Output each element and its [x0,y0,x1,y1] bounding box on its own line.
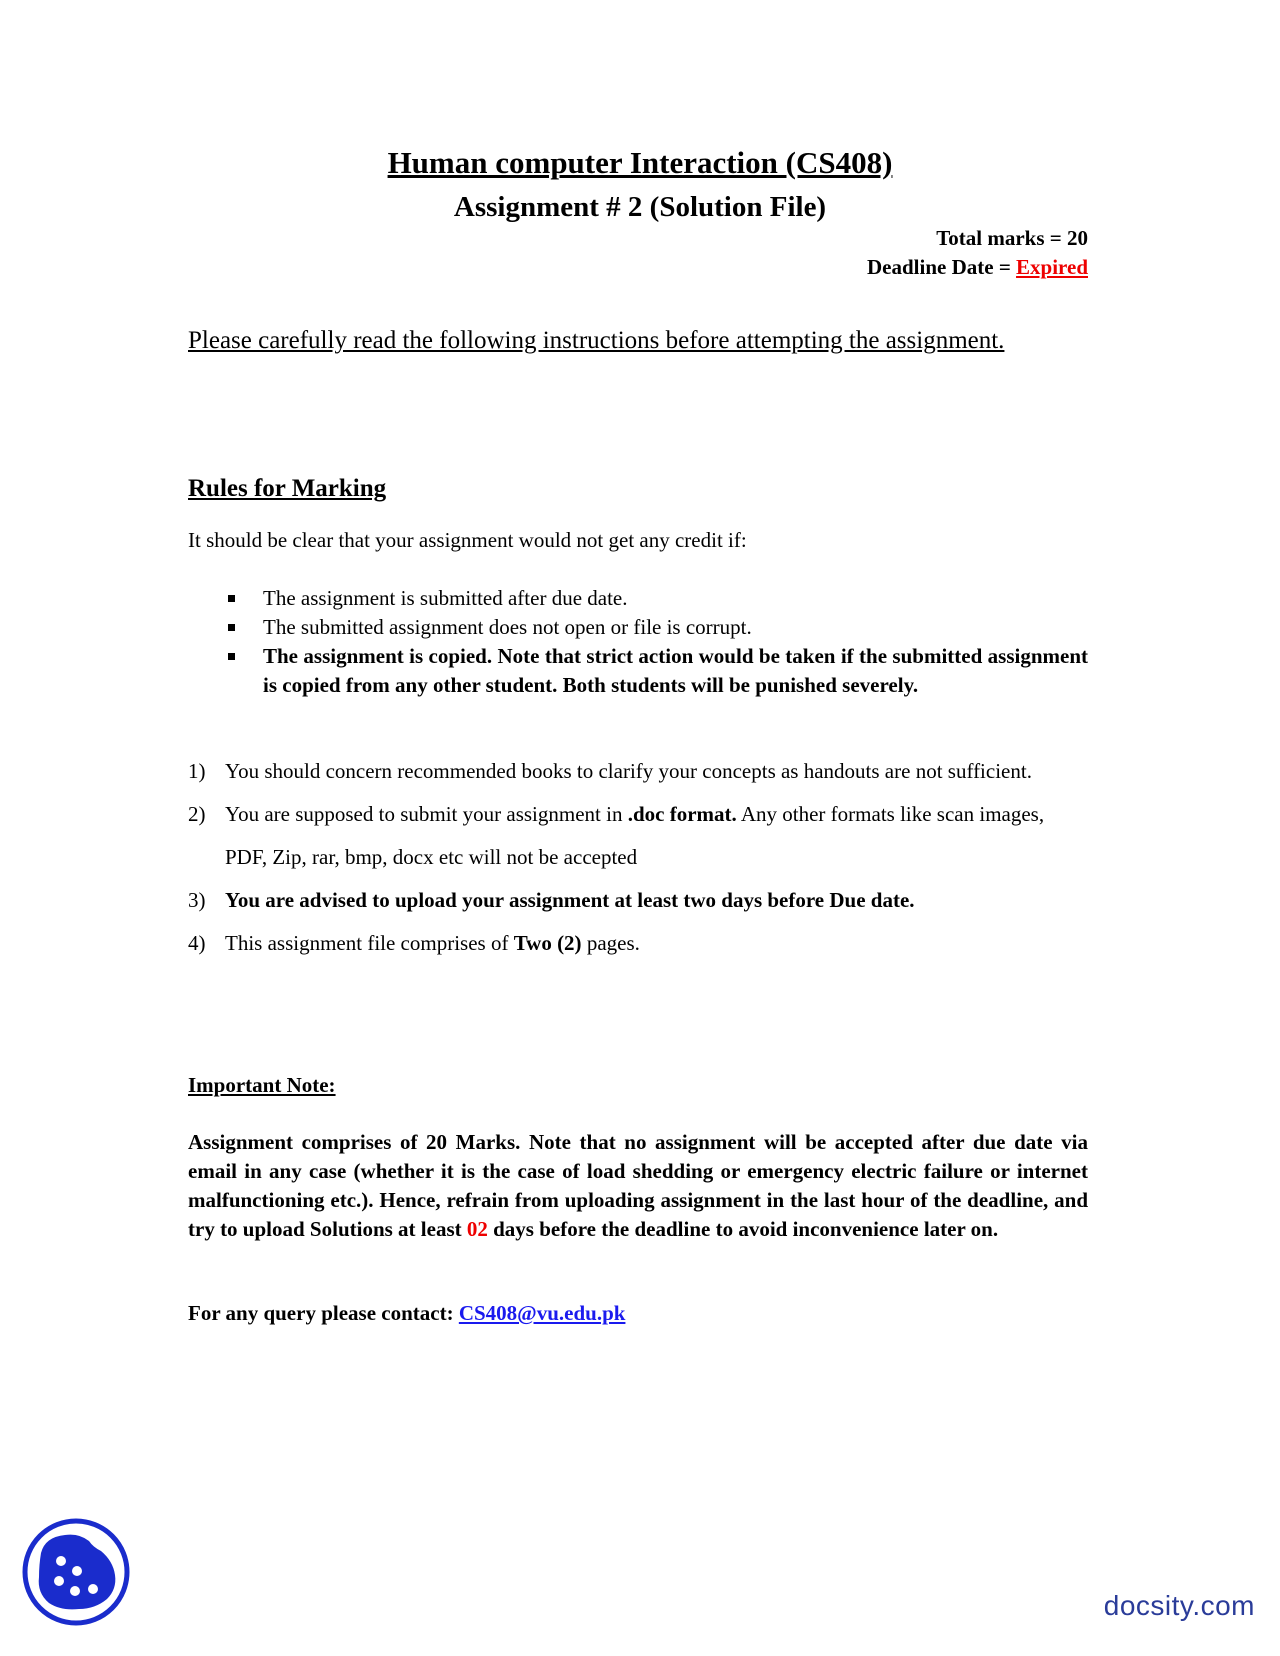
note-highlight: 02 [466,1217,488,1241]
numbered-item [188,750,1088,793]
item-text-pre: You are supposed to submit your assignment in [225,802,628,826]
marks-block [867,224,1088,282]
contact-email-link[interactable]: CS408@vu.edu.pk [458,1301,626,1325]
item-number: 4) [188,931,206,955]
numbered-instructions [188,750,1088,965]
deadline-line [867,253,1088,282]
rules-bullet-text: The assignment is copied. Note that strict action would be taken if the submitted assignment is copied from any other student. Both students will be punished severely. [263,644,1088,697]
rules-bullet-text: The submitted assignment does not open or file is corrupt. [263,615,752,639]
contact-line [188,1300,625,1326]
rules-bullet [228,584,1088,613]
bullet-square-icon [228,595,235,602]
important-note-body [188,1128,1088,1244]
important-note-heading: Important Note: [188,1073,336,1097]
bullet-square-icon [228,653,235,660]
instructions-text: Please carefully read the following instructions before attempting the assignment. [188,327,1005,354]
document-title: Human computer Interaction (CS408) [387,145,893,180]
item-number: 1) [188,759,206,783]
item-text: You are advised to upload your assignment at least two days before Due date. [225,888,915,912]
rules-bullet [228,613,1088,642]
item-text: You should concern recommended books to clarify your concepts as handouts are not sufficient. [225,759,1032,783]
document-subtitle: Assignment # 2 (Solution File) [453,191,827,223]
rules-bullet [228,642,1088,700]
item-text-bold: .doc format. [627,802,737,826]
note-body-post: days before the deadline to avoid inconvenience later on. [487,1217,999,1241]
deadline-label: Deadline Date = [867,255,1017,279]
note-body-pre: Assignment comprises of 20 Marks. Note that no assignment will be accepted after due date via email in any case (whether it is the case of load shedding or emergency electric failure or internet malfunctioning etc.). Hence, refrain from uploading assignment in the last hour of the deadline, and try to upload Solutions at least [188,1130,1088,1241]
item-number: 3) [188,888,206,912]
numbered-item [188,793,1088,879]
bullet-square-icon [228,624,235,631]
item-text-post: Any other formats like scan images, PDF, Zip, rar, bmp, docx etc will not be accepted [225,802,1045,869]
rules-bullet-list [228,584,1088,700]
numbered-item [188,879,1088,922]
docsity-logo-icon[interactable] [21,1517,131,1627]
numbered-item [188,922,1088,965]
rules-bullet-text: The assignment is submitted after due date. [263,586,628,610]
rules-intro: It should be clear that your assignment would not get any credit if: [188,528,747,552]
item-text-pre: This assignment file comprises of [225,931,514,955]
rules-heading: Rules for Marking [188,475,387,502]
item-text-bold: Two (2) [513,931,582,955]
deadline-value: Expired [1016,255,1088,279]
contact-label: For any query please contact: [188,1301,459,1325]
item-text-post: pages. [581,931,640,955]
item-number: 2) [188,802,206,826]
docsity-brand-text[interactable]: docsity.com [1103,1590,1255,1621]
total-marks: Total marks = 20 [936,226,1088,250]
